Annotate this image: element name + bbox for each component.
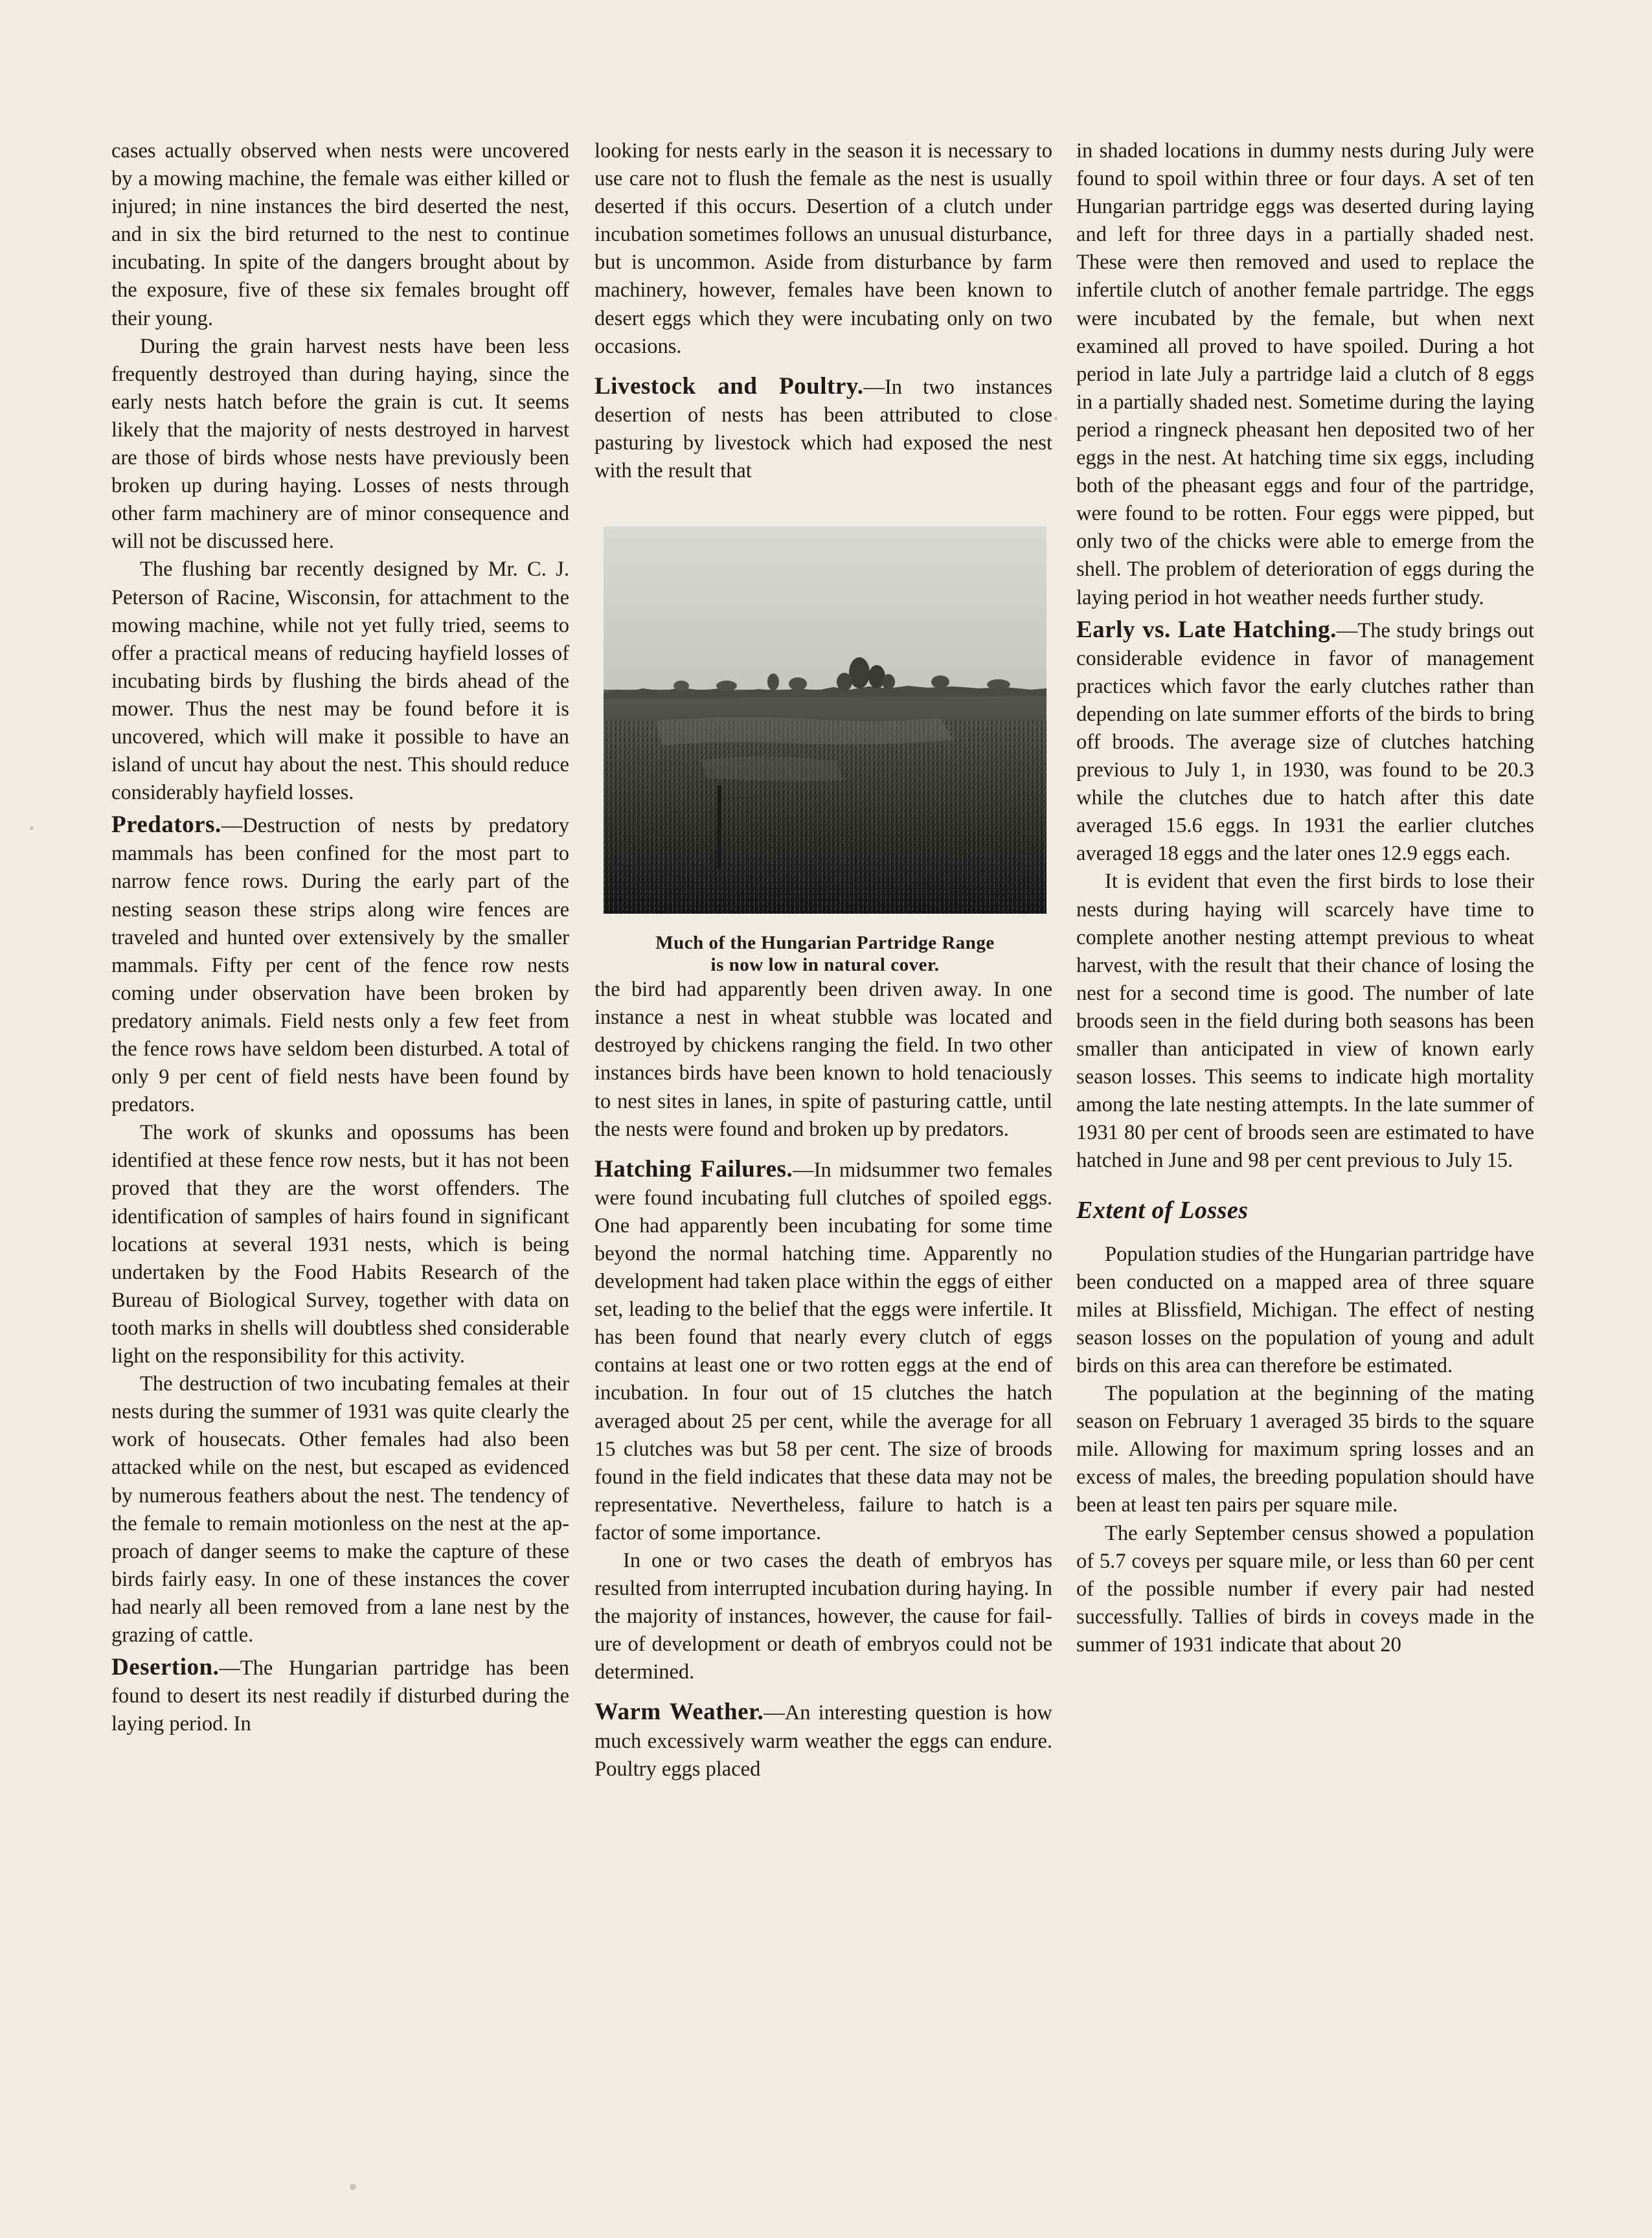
run-in-heading-early-late: Early vs. Late Hatching.: [1076, 616, 1337, 643]
paragraph-desertion: [111, 1653, 569, 1738]
paper-speck: [1054, 417, 1058, 420]
paragraph-predators: [111, 811, 569, 1119]
paragraph: In one or two cases the death of embryos has resulted from interrupted incubation during haying. In the majority of instances, however, the cause for failure of development or death of embryos could not be determined.: [594, 1549, 1052, 1684]
caption-line: Much of the Hungarian Partridge Range: [655, 932, 995, 954]
paragraph: The work of skunks and opossums has been identified at these fence row nests, but it has not been proved that they are the worst offenders. The identification of samples of hairs found in significant locations at several 1931 nests, which is being undertaken by the Food Habits Research of the Bureau of Biological Survey, together with data on tooth marks in shells will doubtless shed considerable light on the responsibility for this activity.: [111, 1121, 569, 1368]
paragraph-hatching: [594, 1155, 1052, 1547]
caption-line: is now low in natural cover.: [710, 955, 940, 976]
landscape-photo-icon: [604, 526, 1047, 914]
paragraph-text: —In midsummer two females were found incubating full clutches of spoiled eggs. One had apparently been incubating for some time beyond the normal hatching time. Apparently no development had taken place within the eggs of either set, leading to the belief that the eggs were infertile. It has been found that nearly every clutch of eggs contains at least one or two rotten eggs at the end of incubation. In four out of 15 clutches the hatch averaged about 25 per cent, while the average for all 15 clutches was but 58 per cent. The size of broods found in the field indicates that these data may not be representative. Nevertheless, failure to hatch is a factor of some importance.: [594, 1158, 1052, 1544]
text-column-2: [594, 137, 1052, 1783]
paragraph-early-late: [1076, 616, 1534, 868]
paragraph: The early September census showed a population of 5.7 coveys per square mile, or less than 60 per cent of the possible number if every pair had nested successfully. Tallies of birds in coveys made in the summer of 1931 indicate that about 20: [1076, 1521, 1534, 1656]
paper-speck: [350, 2184, 356, 2190]
paragraph: During the grain harvest nests have been less frequently destroyed than during haying, since the early nests hatch before the grain is cut. It seems likely that the majority of nests destroyed in harvest are those of birds whose nests have previously been broken up during haying. Losses of nests through other farm machinery are of minor consequence and will not be discussed here.: [111, 334, 569, 554]
paragraph: the bird had apparently been driven away. In one instance a nest in wheat stubble was located and destroyed by chickens ranging the field. In two other instances birds have been known to hold tenaciously to nest sites in lanes, in spite of pasturing cattle, until the nests were found and broken up by predators.: [594, 978, 1052, 1141]
paragraph: in shaded locations in dummy nests during July were found to spoil within three or four days. A set of ten Hungarian partridge eggs was deserted during laying and left for three days in a partially shaded nest. These were then removed and used to replace the infertile clutch of another female partridge. The eggs were incubated by the female, but when next examined all proved to have spoiled. During a hot period in late July a partridge laid a clutch of 8 eggs in a partially shaded nest. Sometime during the laying period a ringneck pheasant hen deposited two of her eggs in the nest. At hatching time six eggs, including both of the pheasant eggs and four of the partridge, were found to be rotten. Four eggs were pipped, but only two of the chicks were able to emerge from the shell. The problem of deterioration of eggs during the laying period in hot weather needs further study.: [1076, 139, 1534, 609]
paragraph: It is evident that even the first birds to lose their nests during haying will scarcely have time to complete another nesting attempt previous to wheat harvest, with the result that their chance of losing the nest for a second time is good. The number of late broods seen in the field during both seasons has been smaller than anticipated in view of known early season losses. This seems to indicate high mortality among the late nesting attempts. In the late summer of 1931 80 per cent of broods seen are estimated to have hatched in June and 98 per cent previous to July 15.: [1076, 870, 1534, 1173]
text-column-3: [1076, 137, 1534, 1659]
run-in-heading-hatching: Hatching Failures.: [594, 1155, 793, 1182]
photo-caption: [604, 932, 1047, 976]
photo-figure: [604, 526, 1047, 976]
run-in-heading-desertion: Desertion.: [111, 1654, 220, 1681]
paragraph: The destruction of two incubating females at their nests during the summer of 1931 was quite clearly the work of housecats. Other females had also been attacked while on the nest, but escaped as evidenced by numerous feathers about the nest. The tendency of the female to remain motionless on the nest at the approach of danger seems to make the capture of these birds fairly easy. In one of these instances the cover had nearly all been removed from a lane nest by the grazing of cattle.: [111, 1372, 569, 1647]
run-in-heading-livestock: Livestock and Poultry.: [594, 372, 864, 400]
paragraph-text: —In two instances desertion of nests has been attributed to close pasturing by livestock which had exposed the nest with the result that: [594, 375, 1052, 483]
paragraph: cases actually observed when nests were uncovered by a mowing machine, the female was either killed or injured; in nine instances the bird deserted the nest, and in six the bird returned to the nest to continue incubating. In spite of the dangers brought about by the exposure, five of these six females brought off their young.: [111, 139, 569, 330]
paragraph: Population studies of the Hungarian partridge have been conducted on a mapped area of three square miles at Blissfield, Michigan. The effect of nesting season losses on the population of young and adult birds on this area can therefore be estimated.: [1076, 1242, 1534, 1377]
paragraph-text: —An interesting question is how much excessively warm weather the eggs can endure. Poultry eggs placed: [594, 1701, 1052, 1781]
section-heading: Extent of Losses: [1076, 1197, 1249, 1225]
paragraph-text: —The study brings out considerable evidence in favor of management practices which favor the early clutches rather than depending on late summer efforts of the birds to bring off broods. The average size of clutches hatching previous to July 1, in 1930, was found to be 20.3 while the clutches due to hatch after this date averaged 15.6 eggs. In 1931 the earlier clutches averaged 18 eggs and the later ones 12.9 eggs each.: [1076, 618, 1534, 866]
paragraph: The population at the beginning of the mating season on February 1 averaged 35 birds to the square mile. Allowing for maximum spring losses and an excess of males, the breeding population should have been at least ten pairs per square mile.: [1076, 1382, 1534, 1517]
run-in-heading-predators: Predators.: [111, 811, 221, 839]
paragraph-text: —Destruction of nests by predatory mammals has been confined for the most part to narrow fence rows. During the early part of the nesting season these strips along wire fences are traveled and hunted over extensively by the smaller mammals. Fifty per cent of the fence row nests coming under observation have been broken by predatory animals. Field nests only a few feet from the fence rows have seldom been disturbed. A total of only 9 per cent of field nests have been found by predators.: [111, 814, 569, 1117]
run-in-heading-warm-weather: Warm Weather.: [594, 1699, 764, 1726]
paragraph-text: —The Hungarian partridge has been found to desert its nest readily if disturbed during the laying period. In: [111, 1656, 569, 1736]
paragraph: looking for nests early in the season it is necessary to use care not to flush the female as the nest is usually deserted if this occurs. Desertion of a clutch under incubation sometimes follows an unusual disturbance, but is uncommon. Aside from disturbance by farm machinery, however, females have been known to desert eggs which they were incubating only on two occasions.: [594, 139, 1052, 358]
paragraph: The flushing bar recently designed by Mr. C. J. Peterson of Racine, Wisconsin, for attachment to the mowing machine, while not yet fully tried, seems to offer a practical means of reducing hayfield losses of incubating birds by flushing the birds ahead of the mower. Thus the nest may be found before it is uncovered, which will make it possible to have an island of uncut hay about the nest. This should reduce considerably hayfield losses.: [111, 558, 569, 805]
paragraph-warm-weather: [594, 1698, 1052, 1783]
paragraph-livestock: [594, 372, 1052, 485]
paper-speck: [30, 826, 34, 830]
text-column-1: [111, 137, 569, 1738]
